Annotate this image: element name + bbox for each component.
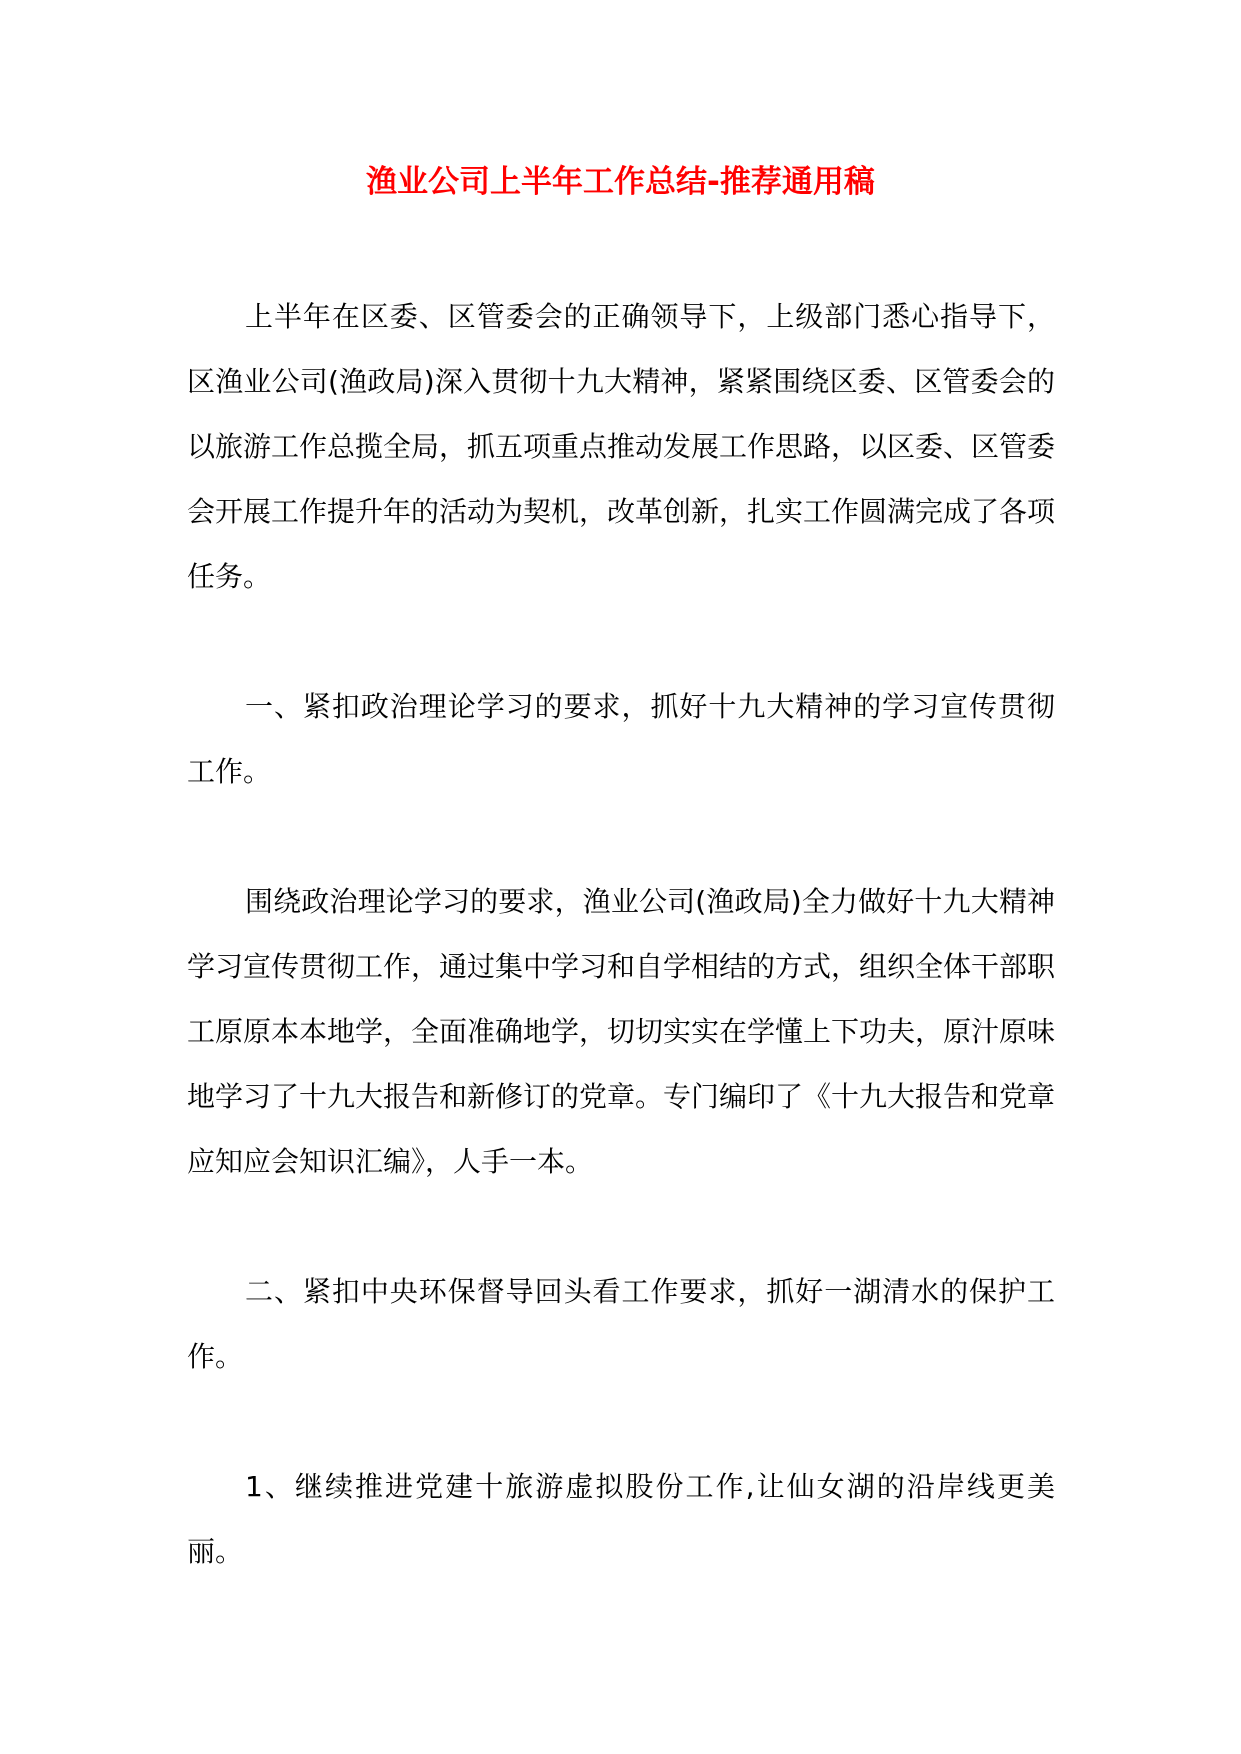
section-1-body-paragraph: 围绕政治理论学习的要求，渔业公司(渔政局)全力做好十九大精神学习宣传贯彻工作，通过集中学习和自学相结的方式，组织全体干部职工原原本本地学，全面准确地学，切切实实在学懂上下功夫，原汁原味地学习了十九大报告和新修订的党章。专门编印了《十九大报告和党章应知应会知识汇编》，人手一本。 [187,885,1056,1178]
section-heading-2: 二、紧扣中央环保督导回头看工作要求，抓好一湖清水的保护工作。 [187,1275,1055,1373]
document-title: 渔业公司上半年工作总结-推荐通用稿 [366,164,875,200]
intro-paragraph: 上半年在区委、区管委会的正确领导下，上级部门悉心指导下，区渔业公司(渔政局)深入贯彻十九大精神，紧紧围绕区委、区管委会的以旅游工作总揽全局，抓五项重点推动发展工作思路，以区委、区管委会开展工作提升年的活动为契机，改革创新，扎实工作圆满完成了各项任务。 [187,300,1056,593]
section-heading-1: 一、紧扣政治理论学习的要求，抓好十九大精神的学习宣传贯彻工作。 [187,690,1055,788]
section-2-item-1: 1、继续推进党建十旅游虚拟股份工作,让仙女湖的沿岸线更美丽。 [187,1470,1055,1568]
